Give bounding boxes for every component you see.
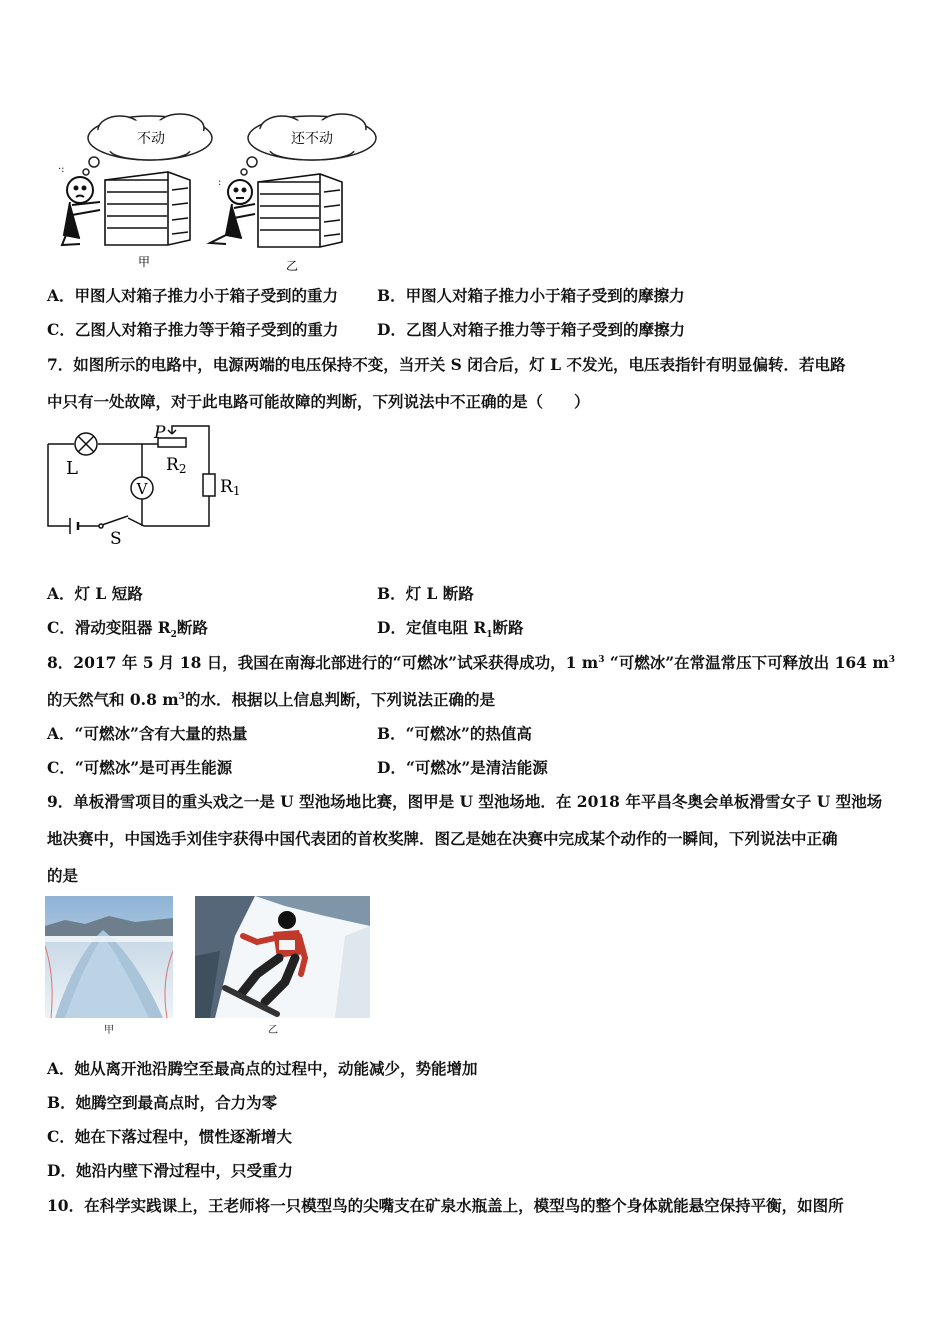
q7-circuit-diagram — [44, 420, 254, 550]
q9-option-c: C．她在下落过程中，惯性逐渐增大 — [47, 1127, 292, 1146]
q8-option-c: C．“可燃冰”是可再生能源 — [47, 758, 233, 777]
svg-text::: : — [218, 177, 222, 188]
thought-text-left: 不动 — [137, 131, 165, 147]
slider-label: P — [154, 423, 166, 443]
q7-option-c: C．滑动变阻器 $R_2$断路 — [47, 618, 208, 641]
q8-option-a: A．“可燃冰”含有大量的热量 — [47, 724, 248, 743]
crate-right — [258, 174, 342, 247]
battery-symbol — [70, 518, 78, 534]
q8-stem-line1: 8．2017 年 5 月 18 日，我国在南海北部进行的“可燃冰”试采获得成功，1 $m^3$ “可燃冰”在常温常压下可释放出 164 $m^3$ — [47, 653, 895, 672]
svg-text:·:: ·: — [58, 164, 65, 175]
q6-push-box-figure — [50, 110, 390, 275]
switch-symbol — [99, 516, 128, 528]
q9-option-b: B．她腾空到最高点时，合力为零 — [47, 1093, 278, 1112]
thought-text-right: 还不动 — [291, 131, 333, 147]
q6-option-c: C．乙图人对箱子推力等于箱子受到的重力 — [47, 320, 339, 339]
crate-left — [105, 172, 190, 245]
photo-caption-right: 乙 — [268, 1025, 278, 1036]
person-left — [58, 164, 100, 245]
halfpipe-photo — [45, 896, 173, 1018]
q8-option-d: D．“可燃冰”是清洁能源 — [377, 758, 548, 777]
q8-stem-line2: 的天然气和 0.8 $m^3$的水．根据以上信息判断，下列说法正确的是 — [47, 690, 495, 709]
q7-option-a: A．灯 L 短路 — [47, 584, 143, 603]
q9-stem-line1: 9．单板滑雪项目的重头戏之一是 U 型池场地比赛，图甲是 U 型池场地．在 2018 年平昌冬奥会单板滑雪女子 U 型池场 — [47, 792, 883, 811]
voltmeter-label: V — [136, 480, 148, 498]
resistor-r1-symbol — [203, 474, 215, 496]
snowboarder-photo — [195, 896, 370, 1018]
q7-stem-line2: 中只有一处故障，对于此电路可能故障的判断，下列说法中不正确的是（ ） — [47, 392, 590, 411]
q8-option-b: B．“可燃冰”的热值高 — [377, 724, 532, 743]
q10-stem-line1: 10．在科学实践课上，王老师将一只模型鸟的尖嘴支在矿泉水瓶盖上，模型鸟的整个身体就能悬空保持平衡，如图所 — [47, 1196, 844, 1215]
q7-option-b: B．灯 L 断路 — [377, 584, 474, 603]
q6-option-b: B．甲图人对箱子推力小于箱子受到的摩擦力 — [377, 286, 685, 305]
photo-caption-left: 甲 — [104, 1025, 114, 1036]
r2-label: R2 — [166, 455, 187, 476]
q7-option-d: D．定值电阻 $R_1$断路 — [377, 618, 524, 641]
person-right — [210, 177, 255, 244]
figure-label-left: 甲 — [138, 255, 151, 269]
q9-option-a: A．她从离开池沿腾空至最高点的过程中，动能减少，势能增加 — [47, 1059, 478, 1078]
lamp-symbol — [75, 433, 97, 455]
q7-stem-line1: 7．如图所示的电路中，电源两端的电压保持不变，当开关 S 闭合后，灯 L 不发光，电压表指针有明显偏转．若电路 — [47, 355, 846, 374]
figure-label-right: 乙 — [286, 259, 299, 273]
q9-stem-line2: 地决赛中，中国选手刘佳宇获得中国代表团的首枚奖牌．图乙是她在决赛中完成某个动作的一瞬间，下列说法中正确 — [47, 829, 838, 848]
r1-label: R1 — [220, 477, 241, 498]
q9-option-d: D．她沿内壁下滑过程中，只受重力 — [47, 1161, 293, 1180]
switch-label: S — [110, 529, 122, 549]
q6-option-d: D．乙图人对箱子推力等于箱子受到的摩擦力 — [377, 320, 685, 339]
q9-stem-line3: 的是 — [47, 866, 79, 885]
lamp-label: L — [66, 458, 78, 479]
q6-option-a: A．甲图人对箱子推力小于箱子受到的重力 — [47, 286, 339, 305]
